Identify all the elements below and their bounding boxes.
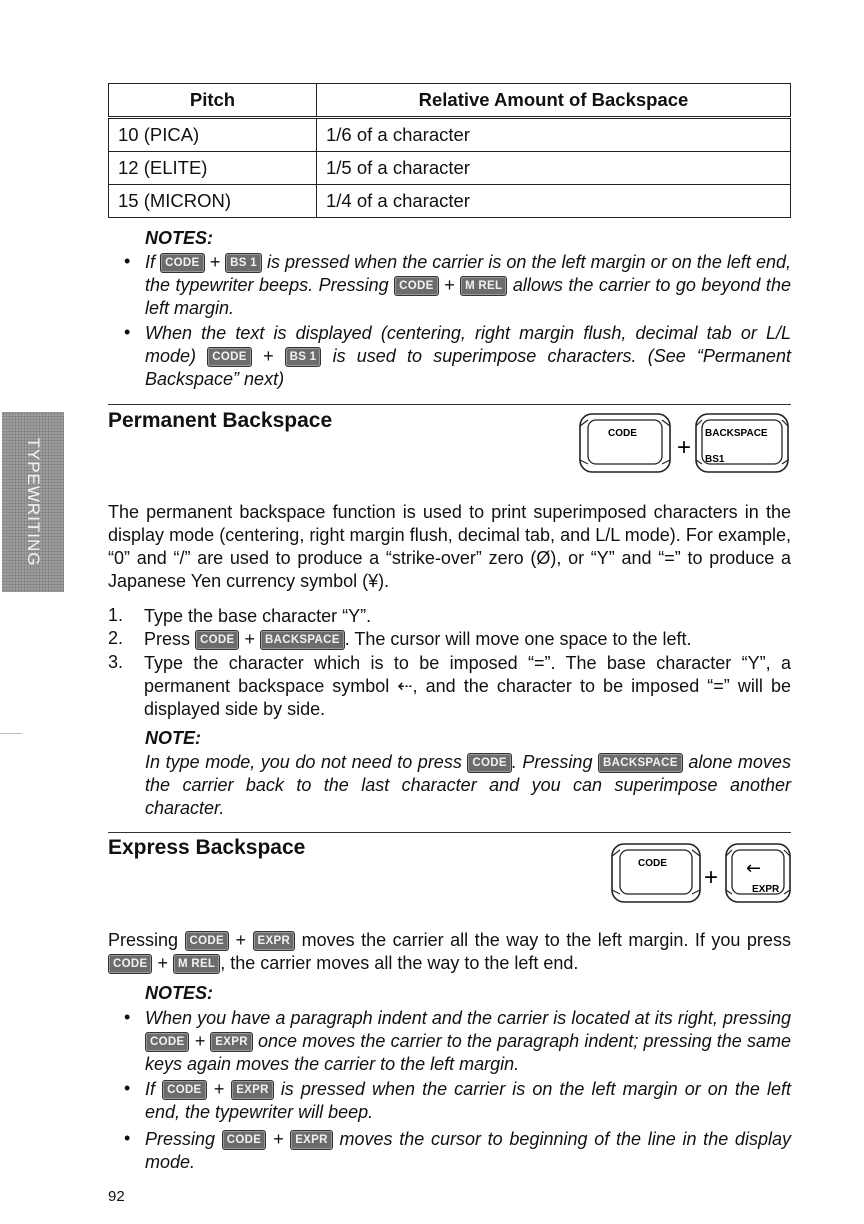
expr-key: EXPR: [231, 1080, 274, 1100]
cell-pitch: 12 (ELITE): [109, 152, 317, 185]
bullet: •: [124, 1007, 131, 1027]
code-backspace-keys-icon: [578, 412, 794, 476]
code-key: CODE: [162, 1080, 206, 1100]
section-title-permanent-backspace: Permanent Backspace: [108, 409, 333, 432]
bullet: •: [124, 1078, 131, 1098]
code-key: CODE: [195, 630, 239, 650]
code-key: CODE: [394, 276, 438, 296]
code-key: CODE: [207, 347, 251, 367]
plus-sign: +: [677, 434, 692, 461]
section-divider: [108, 832, 791, 833]
page-number: 92: [108, 1188, 125, 1205]
step-number: 3.: [108, 652, 124, 672]
step-number: 2.: [108, 628, 124, 648]
code-key: CODE: [145, 1032, 189, 1052]
bs1-key: BS 1: [285, 347, 322, 367]
table-header-row: [109, 84, 791, 118]
note-item: In type mode, you do not need to press CODE . Pressing BACKSPACE alone moves the carrier back to the last character and you can superimpose another character.: [145, 752, 791, 818]
pitch-table: [108, 83, 791, 218]
note-item: Pressing CODE + EXPR moves the cursor to beginning of the line in the display mode.: [145, 1129, 791, 1172]
backspace-key: BACKSPACE: [598, 753, 683, 773]
bullet: •: [124, 251, 131, 271]
expr-key: EXPR: [290, 1130, 333, 1150]
code-key: CODE: [108, 954, 152, 974]
code-key: CODE: [222, 1130, 266, 1150]
express-intro-paragraph: Pressing CODE + EXPR moves the carrier all the way to the left margin. If you press CODE + M REL , the carrier moves all the way to the left end.: [108, 930, 791, 973]
note-item: When you have a paragraph indent and the carrier is located at its right, pressing CODE + EXPR once moves the carrier to the paragraph indent; pressing the same keys again moves the carrier to the left margin.: [145, 1008, 791, 1074]
bs1-keycap-label: BS1: [705, 454, 725, 465]
permanent-backspace-symbol: ⇠: [397, 676, 413, 696]
expr-key: EXPR: [210, 1032, 253, 1052]
section-title-express-backspace: Express Backspace: [108, 836, 306, 859]
code-expr-keys-icon: [610, 842, 794, 906]
cell-pitch: 15 (MICRON): [109, 185, 317, 218]
step-number: 1.: [108, 605, 124, 625]
step-2: Press CODE + BACKSPACE . The cursor will move one space to the left.: [144, 629, 692, 649]
cell-pitch: 10 (PICA): [109, 118, 317, 152]
permanent-intro-paragraph: The permanent backspace function is used to print superimposed characters in the display mode (centering, right margin flush, decimal tab, and L/L mode). For example, “0” and “/” are used to produce a “strike-over” zero (Ø), or “Y” and “=” to produce a Japanese Yen currency symbol (¥).: [108, 502, 791, 591]
code-key: CODE: [467, 753, 511, 773]
code-key: CODE: [160, 253, 204, 273]
cell-amount: 1/4 of a character: [317, 185, 791, 218]
step-3: Type the character which is to be imposed “=”. The base character “Y”, a permanent backspace symbol ⇠, and the character to be imposed “=” will be displayed side by side.: [144, 653, 791, 719]
step-1: Type the base character “Y”.: [144, 606, 372, 626]
mrel-key: M REL: [173, 954, 220, 974]
header-backspace-amount: Relative Amount of Backspace: [317, 84, 791, 118]
table-row: [109, 185, 791, 218]
bs1-key: BS 1: [225, 253, 262, 273]
code-keycap-label: CODE: [608, 428, 637, 439]
mrel-key: M REL: [460, 276, 507, 296]
table-row: [109, 152, 791, 185]
plus-sign: +: [704, 864, 719, 891]
note-item: If CODE + BS 1 is pressed when the carrier is on the left margin or on the left end, the typewriter beeps. Pressing CODE + M REL allows the carrier to go beyond the left margin.: [145, 252, 791, 318]
code-key: CODE: [185, 931, 229, 951]
note-item: When the text is displayed (centering, right margin flush, decimal tab or L/L mode) CODE + BS 1 is used to superimpose characters. (See “Permanent Backspace” next): [145, 323, 791, 389]
notes-heading: NOTES:: [145, 228, 214, 248]
margin-tick: [0, 733, 22, 734]
header-pitch: Pitch: [109, 84, 317, 118]
left-arrow-icon: ←: [746, 858, 762, 879]
expr-key: EXPR: [253, 931, 296, 951]
section-divider: [108, 404, 791, 405]
expr-keycap-label: EXPR: [752, 884, 780, 895]
cell-amount: 1/5 of a character: [317, 152, 791, 185]
cell-amount: 1/6 of a character: [317, 118, 791, 152]
bullet: •: [124, 1128, 131, 1148]
side-tab-label: TYPEWRITING: [24, 437, 43, 567]
backspace-key: BACKSPACE: [260, 630, 345, 650]
bullet: •: [124, 322, 131, 342]
notes-heading: NOTES:: [145, 983, 214, 1003]
note-heading: NOTE:: [145, 728, 201, 748]
code-keycap-label: CODE: [638, 858, 667, 869]
table-row: [109, 118, 791, 152]
note-item: If CODE + EXPR is pressed when the carrier is on the left margin or on the left end, the typewriter will beep.: [145, 1079, 791, 1122]
backspace-keycap-label: BACKSPACE: [705, 428, 768, 439]
